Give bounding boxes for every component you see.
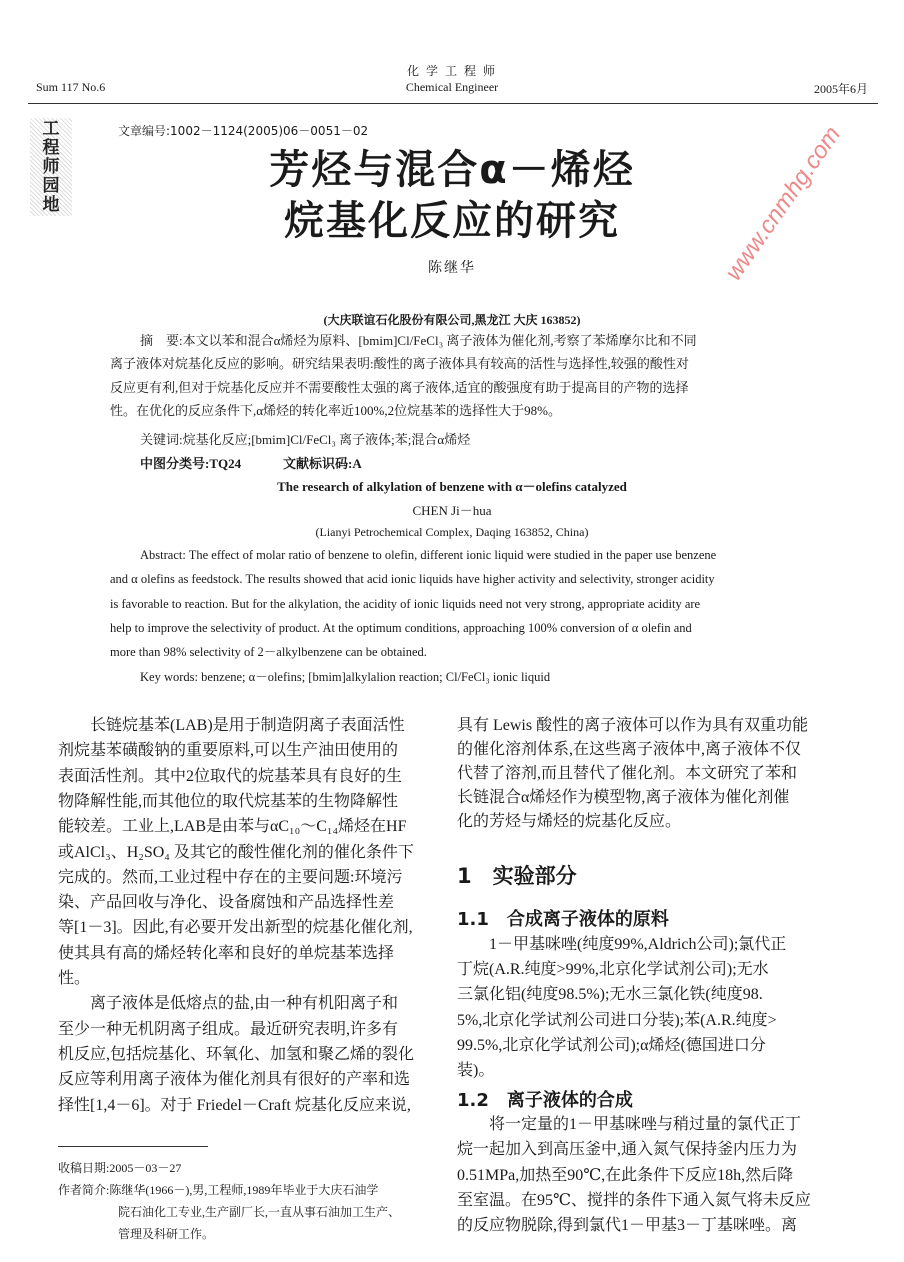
article-number: 文章编号:1002－1124(2005)06－0051－02: [118, 124, 369, 138]
text-line: 择性[1,4－6]。对于 Friedel－Craft 烷基化反应来说,: [58, 1096, 411, 1114]
text-line: more than 98% selectivity of 2－alkylbenzene can be obtained.: [110, 645, 427, 660]
text-line: 5%,北京化学试剂公司进口分装);苯(A.R.纯度>: [457, 1011, 777, 1029]
column-stamp-logo: [30, 118, 72, 216]
text-line: 能较差。工业上,LAB是由苯与αC₁₀～C₁₄烯烃在HF: [58, 818, 407, 836]
text-line: 收稿日期:2005－03－27: [58, 1161, 182, 1175]
text-line: and α olefins as feedstock. The results showed that acid ionic liquids have higher activity and selectivity, stronger acidity: [110, 572, 715, 587]
footnote-rule: [58, 1146, 208, 1147]
section-heading-1-2: 1.2 离子液体的合成: [457, 1090, 633, 1111]
text-line: Abstract: The effect of molar ratio of benzene to olefin, different ionic liquid were studied in the paper use benzene: [140, 548, 717, 562]
header-rule: [28, 103, 878, 104]
text-line: 长链混合α烯烃作为模型物,离子液体为催化剂催: [457, 789, 790, 806]
text-line: 三氯化铝(纯度98.5%);无水三氯化铁(纯度98.: [457, 986, 763, 1004]
text-line: 性。: [58, 970, 91, 987]
text-line: 代替了溶剂,而且替代了催化剂。本文研究了苯和: [457, 765, 798, 782]
text-line: 丁烷(A.R.纯度>99%,北京化学试剂公司);无水: [457, 961, 769, 979]
text-line: 或AlCl₃、H₂SO₄ 及其它的酸性催化剂的催化条件下: [58, 843, 414, 861]
text-line: 离子液体对烷基化反应的影响。研究结果表明:酸性的离子液体具有较高的活性与选择性,较强的酸性对: [110, 356, 689, 372]
text-line: 将一定量的1－甲基咪唑与稍过量的氯代正丁: [457, 1116, 802, 1133]
journal-name-cn: 化 学 工 程 师: [406, 64, 497, 78]
text-line: 染、产品回收与净化、设备腐蚀和产品选择性差: [58, 894, 395, 912]
text-line: 完成的。然而,工业过程中存在的主要问题:环境污: [58, 868, 403, 886]
stamp-char: 园: [42, 175, 60, 196]
clc-number: 中图分类号:TQ24: [140, 456, 242, 471]
text-line: 反应等利用离子液体为催化剂具有很好的产率和选: [58, 1071, 411, 1089]
text-line: 反应更有利,但对于烷基化反应并不需要酸性太强的离子液体,适宜的酸强度有助于提高目的产物的选择: [110, 379, 689, 395]
text-line: 的反应物脱除,得到氯代1－甲基3－丁基咪唑。离: [457, 1217, 798, 1235]
stamp-char: 地: [42, 194, 60, 215]
text-line: 具有 Lewis 酸性的离子液体可以作为具有双重功能: [457, 717, 809, 734]
text-line: 摘 要:本文以苯和混合α烯烃为原料、[bmim]Cl/FeCl₃ 离子液体为催化剂,考察了苯烯摩尔比和不同: [140, 333, 697, 348]
text-line: 化的芳烃与烯烃的烷基化反应。: [457, 813, 682, 830]
title-line-2: 烷基化反应的研究: [284, 198, 620, 244]
text-line: 0.51MPa,加热至90℃,在此条件下反应18h,然后降: [457, 1166, 794, 1184]
text-line: 作者简介:陈继华(1966－),男,工程师,1989年毕业于大庆石油学: [58, 1183, 379, 1197]
text-line: 机反应,包括烷基化、环氧化、加氢和聚乙烯的裂化: [58, 1045, 415, 1063]
title-line-1: 芳烃与混合α－烯烃: [269, 147, 635, 193]
text-line: is favorable to reaction. But for the alkylation, the acidity of ionic liquids need not very strong, appropriate acidity are: [110, 596, 701, 611]
text-line: 院石油化工专业,生产副厂长,一直从事石油加工生产、: [58, 1205, 401, 1219]
stamp-char: 工: [42, 118, 60, 139]
text-line: 离子液体是低熔点的盐,由一种有机阳离子和: [58, 995, 399, 1013]
author: 陈继华: [428, 261, 476, 276]
section-heading-1-1: 1.1 合成离子液体的原料: [457, 909, 669, 930]
issue-number: Sum 117 No.6: [36, 80, 106, 94]
text-line: 烷一起加入到高压釜中,通入氮气保持釜内压力为: [457, 1141, 798, 1159]
issue-date: 2005年6月: [813, 82, 868, 96]
affiliation-en: (Lianyi Petrochemical Complex, Daqing 163852, China): [315, 525, 589, 539]
affiliation: (大庆联谊石化股份有限公司,黑龙江 大庆 163852): [323, 313, 581, 327]
text-line: 等[1－3]。因此,有必要开发出新型的烷基化催化剂,: [58, 919, 413, 937]
text-line: 至室温。在95℃、搅拌的条件下通入氮气将未反应: [457, 1191, 811, 1209]
stamp-char: 师: [42, 156, 60, 177]
author-en: CHEN Ji－hua: [412, 503, 492, 518]
keywords-en: Key words: benzene; α－olefins; [bmim]alkylalion reaction; Cl/FeCl₃ ionic liquid: [140, 670, 551, 684]
journal-name-en: Chemical Engineer: [405, 80, 499, 94]
watermark: www.cnmhg.com: [720, 121, 847, 286]
text-line: 的催化溶剂体系,在这些离子液体中,离子液体不仅: [457, 741, 802, 758]
keywords-cn: 关键词:烷基化反应;[bmim]Cl/FeCl₃ 离子液体;苯;混合α烯烃: [140, 432, 471, 447]
document-code: 文献标识码:A: [283, 456, 362, 471]
text-line: 管理及科研工作。: [58, 1227, 215, 1241]
text-line: help to improve the selectivity of product. At the optimum conditions, approaching 100% conversion of α olefin and: [110, 620, 692, 635]
text-line: 剂烷基苯磺酸钠的重要原料,可以生产油田使用的: [58, 742, 399, 760]
text-line: 使其具有高的烯烃转化率和良好的单烷基苯选择: [58, 944, 395, 962]
text-line: 表面活性剂。其中2位取代的烷基苯具有良好的生: [58, 767, 403, 785]
text-line: 长链烷基苯(LAB)是用于制造阴离子表面活性: [58, 717, 405, 734]
title-en: The research of alkylation of benzene with α－olefins catalyzed: [277, 479, 627, 494]
text-line: 99.5%,北京化学试剂公司);α烯烃(德国进口分: [457, 1036, 766, 1054]
text-line: 至少一种无机阴离子组成。最近研究表明,许多有: [58, 1020, 399, 1038]
text-line: 1－甲基咪唑(纯度99%,Aldrich公司);氯代正: [457, 936, 787, 953]
text-line: 物降解性能,而其他位的取代烷基苯的生物降解性: [58, 792, 399, 810]
text-line: 性。在优化的反应条件下,α烯烃的转化率近100%,2位烷基苯的选择性大于98%。: [110, 402, 561, 418]
text-line: 装)。: [457, 1062, 495, 1079]
section-heading-1: 1 实验部分: [457, 864, 577, 888]
stamp-char: 程: [42, 137, 60, 158]
